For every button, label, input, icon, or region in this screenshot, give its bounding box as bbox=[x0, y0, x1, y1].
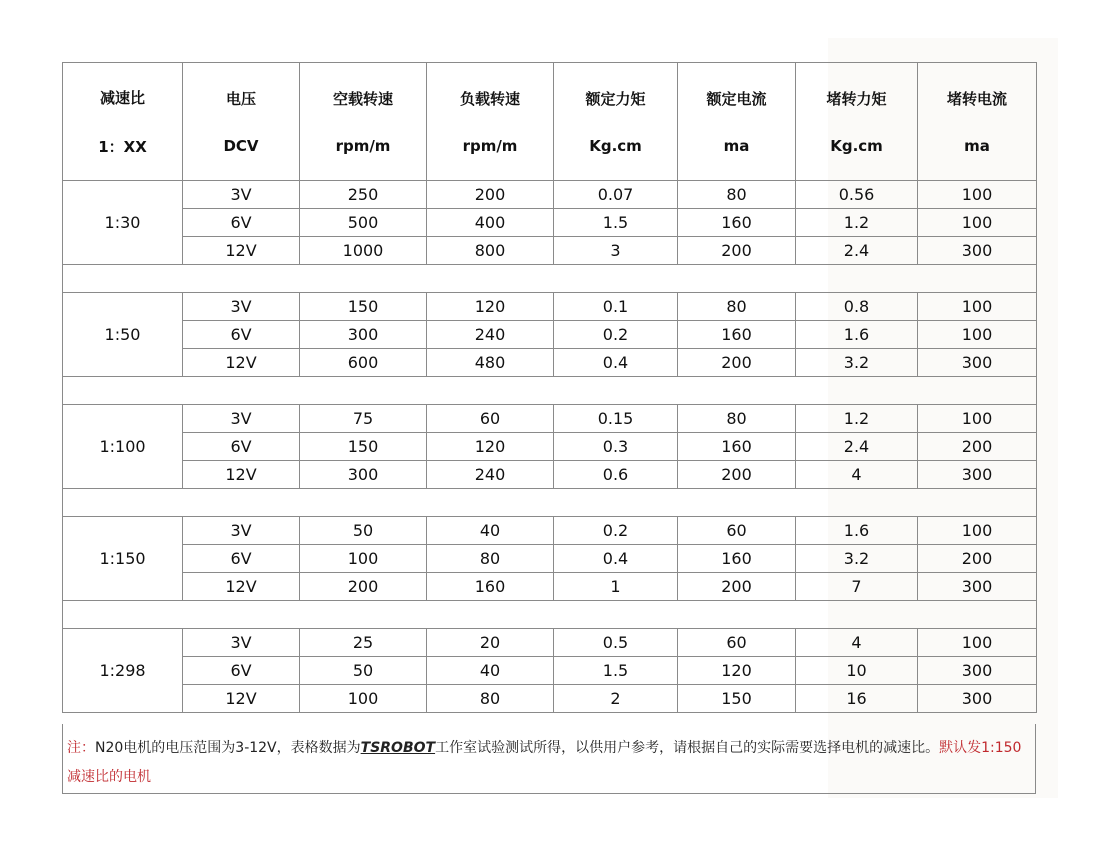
table-cell: 160 bbox=[427, 573, 554, 601]
table-row bbox=[63, 461, 1037, 489]
column-header-unit: Kg.cm bbox=[589, 137, 642, 155]
column-header bbox=[63, 63, 183, 181]
group-spacer-row bbox=[63, 265, 1037, 293]
column-header bbox=[796, 63, 918, 181]
table-cell: 0.07 bbox=[554, 181, 678, 209]
table-cell: 300 bbox=[918, 349, 1037, 377]
table-cell: 40 bbox=[427, 657, 554, 685]
table-row bbox=[63, 293, 1037, 321]
table-cell: 12V bbox=[183, 685, 300, 713]
ratio-cell: 1:100 bbox=[63, 405, 183, 489]
note-text-2: 工作室试验测试所得，以供用户参考，请根据自己的实际需要选择电机的减速比。 bbox=[435, 740, 940, 756]
group-spacer-row bbox=[63, 377, 1037, 405]
column-header bbox=[183, 63, 300, 181]
column-header bbox=[554, 63, 678, 181]
table-cell: 100 bbox=[300, 545, 427, 573]
table-cell: 6V bbox=[183, 209, 300, 237]
table-cell: 0.56 bbox=[796, 181, 918, 209]
table-cell: 600 bbox=[300, 349, 427, 377]
table-cell: 3.2 bbox=[796, 545, 918, 573]
table-cell: 1.2 bbox=[796, 209, 918, 237]
table-cell: 160 bbox=[678, 433, 796, 461]
table-row bbox=[63, 685, 1037, 713]
group-spacer-row bbox=[63, 489, 1037, 517]
table-cell: 1 bbox=[554, 573, 678, 601]
ratio-cell: 1:30 bbox=[63, 181, 183, 265]
table-cell: 200 bbox=[678, 573, 796, 601]
table-cell: 0.2 bbox=[554, 517, 678, 545]
table-cell: 240 bbox=[427, 321, 554, 349]
column-header-title: 堵转力矩 bbox=[826, 90, 887, 108]
table-cell: 80 bbox=[678, 405, 796, 433]
table-cell: 3V bbox=[183, 293, 300, 321]
table-cell: 0.8 bbox=[796, 293, 918, 321]
table-cell: 100 bbox=[918, 209, 1037, 237]
table-cell: 100 bbox=[918, 629, 1037, 657]
table-cell: 25 bbox=[300, 629, 427, 657]
table-cell: 250 bbox=[300, 181, 427, 209]
header-row bbox=[63, 63, 1037, 181]
table-cell: 200 bbox=[918, 545, 1037, 573]
table-cell: 10 bbox=[796, 657, 918, 685]
table-cell: 150 bbox=[300, 293, 427, 321]
table-cell: 12V bbox=[183, 461, 300, 489]
table-cell: 150 bbox=[678, 685, 796, 713]
table-cell: 50 bbox=[300, 517, 427, 545]
table-cell: 200 bbox=[427, 181, 554, 209]
column-header-unit: DCV bbox=[223, 137, 259, 155]
table-cell: 240 bbox=[427, 461, 554, 489]
motor-spec-table bbox=[62, 62, 1037, 713]
table-cell: 150 bbox=[300, 433, 427, 461]
brand-name: TSROBOT bbox=[360, 740, 436, 756]
ratio-cell: 1:298 bbox=[63, 629, 183, 713]
table-row bbox=[63, 321, 1037, 349]
table-cell: 60 bbox=[678, 517, 796, 545]
table-cell: 0.5 bbox=[554, 629, 678, 657]
table-row bbox=[63, 573, 1037, 601]
table-cell: 1.6 bbox=[796, 321, 918, 349]
table-cell: 1.5 bbox=[554, 209, 678, 237]
column-header-title: 堵转电流 bbox=[946, 90, 1007, 108]
table-cell: 120 bbox=[678, 657, 796, 685]
table-cell: 3V bbox=[183, 181, 300, 209]
table-cell: 7 bbox=[796, 573, 918, 601]
footnote bbox=[62, 724, 1036, 794]
table-cell: 0.4 bbox=[554, 349, 678, 377]
table-cell: 0.4 bbox=[554, 545, 678, 573]
table-row bbox=[63, 629, 1037, 657]
column-header-unit: rpm/m bbox=[462, 137, 518, 155]
table-row bbox=[63, 405, 1037, 433]
column-header bbox=[918, 63, 1037, 181]
group-spacer-row bbox=[63, 601, 1037, 629]
table-cell: 3V bbox=[183, 517, 300, 545]
table-cell: 200 bbox=[678, 461, 796, 489]
table-row bbox=[63, 657, 1037, 685]
table-cell: 50 bbox=[300, 657, 427, 685]
table-cell: 200 bbox=[300, 573, 427, 601]
table-cell: 100 bbox=[918, 405, 1037, 433]
table-cell: 300 bbox=[918, 685, 1037, 713]
column-header-unit: ma bbox=[964, 137, 990, 155]
table-cell: 160 bbox=[678, 545, 796, 573]
table-cell: 300 bbox=[918, 237, 1037, 265]
table-cell: 300 bbox=[300, 321, 427, 349]
table-cell: 100 bbox=[300, 685, 427, 713]
table-cell: 2.4 bbox=[796, 237, 918, 265]
column-header-unit: 1：XX bbox=[98, 137, 147, 156]
spacer-cell bbox=[63, 489, 1037, 517]
table-cell: 12V bbox=[183, 237, 300, 265]
table-cell: 100 bbox=[918, 321, 1037, 349]
table-cell: 16 bbox=[796, 685, 918, 713]
column-header-title: 额定电流 bbox=[706, 90, 767, 108]
table-row bbox=[63, 209, 1037, 237]
table-cell: 2 bbox=[554, 685, 678, 713]
table-cell: 75 bbox=[300, 405, 427, 433]
table-cell: 1000 bbox=[300, 237, 427, 265]
table-cell: 200 bbox=[918, 433, 1037, 461]
table-cell: 480 bbox=[427, 349, 554, 377]
column-header bbox=[300, 63, 427, 181]
table-row bbox=[63, 517, 1037, 545]
note-highlight: 默认发1:150减速比的电机 bbox=[67, 740, 1022, 785]
table-cell: 0.6 bbox=[554, 461, 678, 489]
column-header-title: 空载转速 bbox=[332, 90, 393, 108]
table-cell: 160 bbox=[678, 209, 796, 237]
spacer-cell bbox=[63, 601, 1037, 629]
column-header-title: 额定力矩 bbox=[585, 90, 646, 108]
table-cell: 1.2 bbox=[796, 405, 918, 433]
table-cell: 6V bbox=[183, 321, 300, 349]
table-cell: 500 bbox=[300, 209, 427, 237]
table-cell: 80 bbox=[427, 545, 554, 573]
table-cell: 6V bbox=[183, 433, 300, 461]
table-row bbox=[63, 181, 1037, 209]
table-body bbox=[63, 181, 1037, 713]
table-cell: 20 bbox=[427, 629, 554, 657]
table-cell: 4 bbox=[796, 461, 918, 489]
table-cell: 4 bbox=[796, 629, 918, 657]
column-header-unit: ma bbox=[723, 137, 750, 155]
table-cell: 300 bbox=[300, 461, 427, 489]
table-cell: 300 bbox=[918, 657, 1037, 685]
table-cell: 6V bbox=[183, 545, 300, 573]
table-cell: 0.2 bbox=[554, 321, 678, 349]
column-header bbox=[427, 63, 554, 181]
column-header-title: 负载转速 bbox=[459, 90, 520, 108]
table-row bbox=[63, 545, 1037, 573]
table-cell: 60 bbox=[678, 629, 796, 657]
table-cell: 800 bbox=[427, 237, 554, 265]
table-cell: 160 bbox=[678, 321, 796, 349]
table-cell: 300 bbox=[918, 573, 1037, 601]
table-cell: 80 bbox=[427, 685, 554, 713]
table-cell: 1.6 bbox=[796, 517, 918, 545]
table-row bbox=[63, 349, 1037, 377]
column-header-title: 电压 bbox=[225, 90, 256, 108]
table-cell: 100 bbox=[918, 293, 1037, 321]
table-cell: 0.15 bbox=[554, 405, 678, 433]
table-cell: 200 bbox=[678, 349, 796, 377]
table-cell: 300 bbox=[918, 461, 1037, 489]
table-row bbox=[63, 433, 1037, 461]
table-cell: 3 bbox=[554, 237, 678, 265]
table-cell: 120 bbox=[427, 293, 554, 321]
table-cell: 6V bbox=[183, 657, 300, 685]
table-cell: 80 bbox=[678, 181, 796, 209]
table-cell: 100 bbox=[918, 517, 1037, 545]
table-cell: 1.5 bbox=[554, 657, 678, 685]
table-cell: 100 bbox=[918, 181, 1037, 209]
column-header-unit: rpm/m bbox=[335, 137, 391, 155]
table-cell: 120 bbox=[427, 433, 554, 461]
table-cell: 400 bbox=[427, 209, 554, 237]
column-header bbox=[678, 63, 796, 181]
spacer-cell bbox=[63, 265, 1037, 293]
table-cell: 80 bbox=[678, 293, 796, 321]
table-row bbox=[63, 237, 1037, 265]
table-cell: 12V bbox=[183, 349, 300, 377]
column-header-title: 减速比 bbox=[99, 88, 145, 107]
column-header-unit: Kg.cm bbox=[830, 137, 883, 155]
spacer-cell bbox=[63, 377, 1037, 405]
table-cell: 200 bbox=[678, 237, 796, 265]
table-cell: 40 bbox=[427, 517, 554, 545]
note-prefix: 注： bbox=[67, 740, 95, 756]
table-cell: 3V bbox=[183, 405, 300, 433]
table-cell: 3.2 bbox=[796, 349, 918, 377]
table-cell: 0.3 bbox=[554, 433, 678, 461]
ratio-cell: 1:50 bbox=[63, 293, 183, 377]
table-cell: 2.4 bbox=[796, 433, 918, 461]
table-cell: 0.1 bbox=[554, 293, 678, 321]
table-cell: 12V bbox=[183, 573, 300, 601]
table-cell: 60 bbox=[427, 405, 554, 433]
note-text-1: N20电机的电压范围为3-12V，表格数据为 bbox=[95, 740, 361, 756]
ratio-cell: 1:150 bbox=[63, 517, 183, 601]
table-cell: 3V bbox=[183, 629, 300, 657]
